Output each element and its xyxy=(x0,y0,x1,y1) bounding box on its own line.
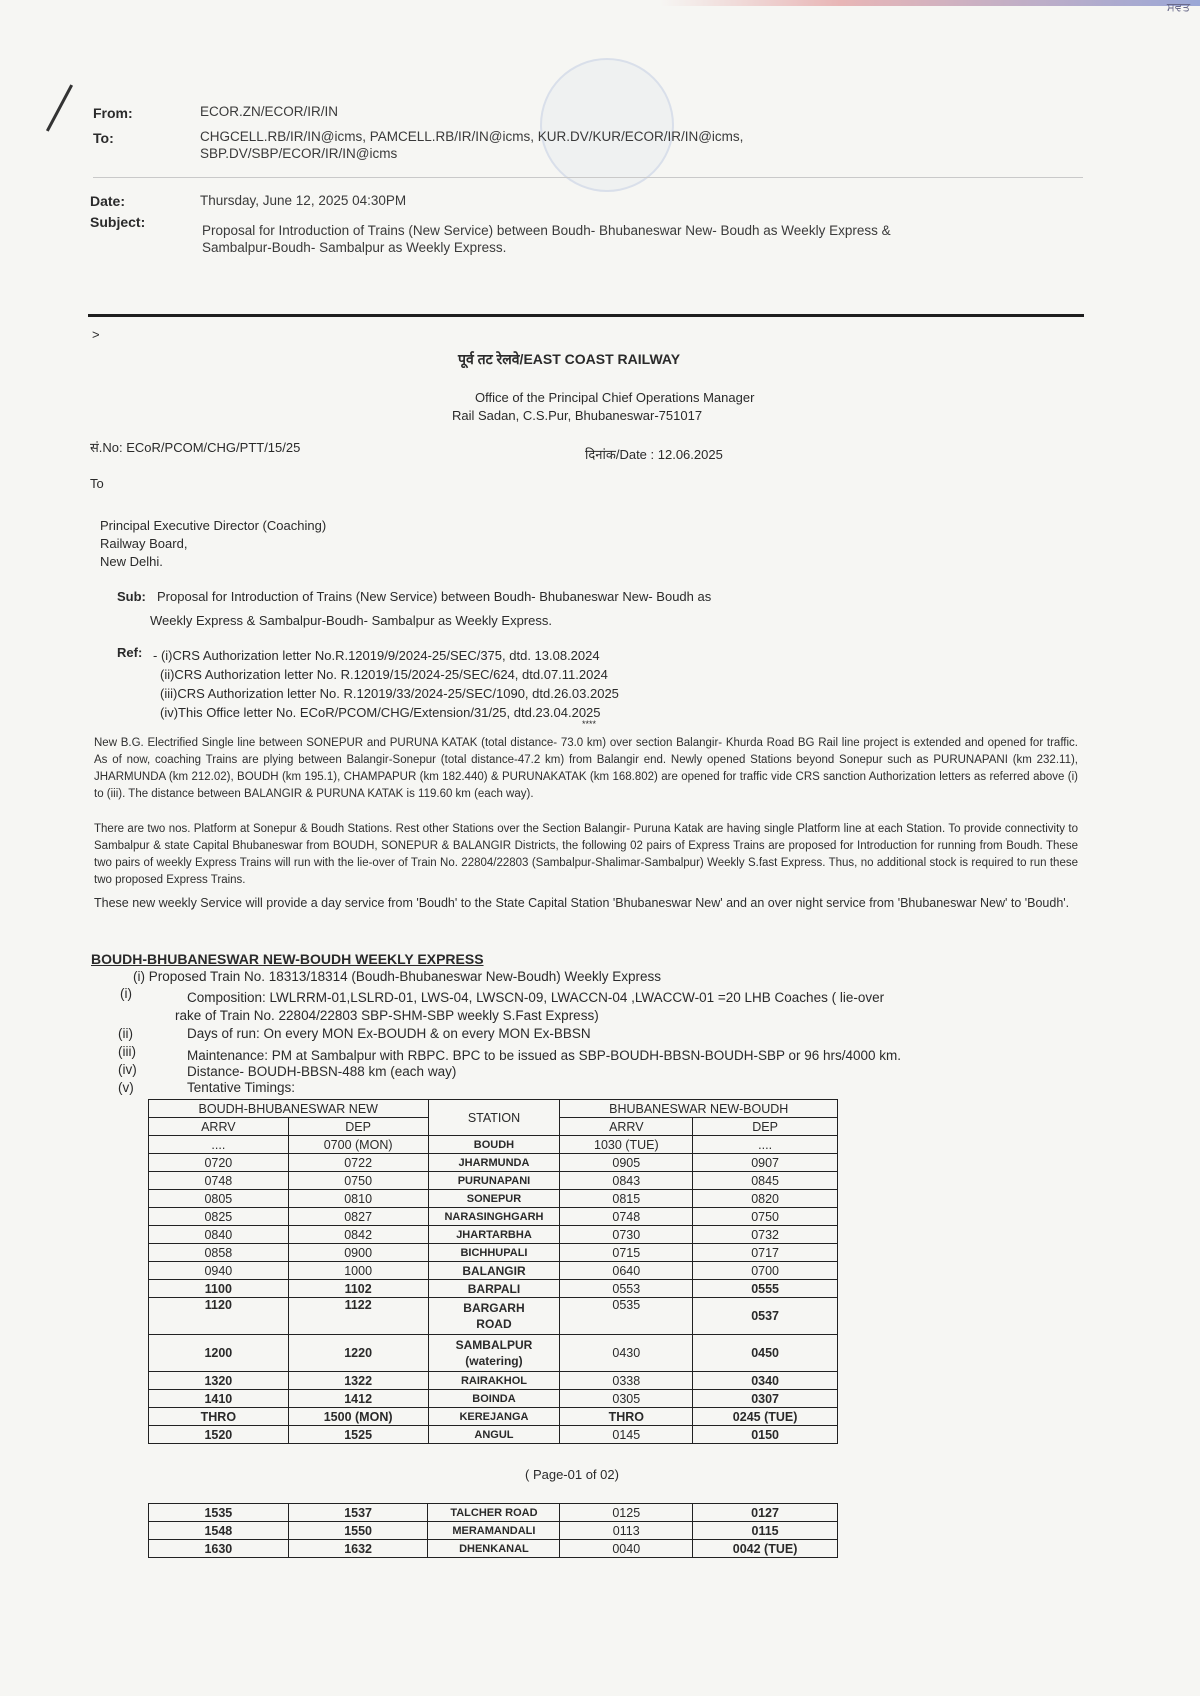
arrv-header: ARRV xyxy=(560,1118,693,1136)
cell-dep: 0150 xyxy=(693,1426,838,1444)
item-number: (i) xyxy=(120,986,132,1001)
file-number: सं.No: ECoR/PCOM/CHG/PTT/15/25 xyxy=(90,440,301,455)
table-row xyxy=(149,1390,838,1408)
station-name-line2: (watering) xyxy=(465,1354,523,1368)
header-divider xyxy=(93,177,1083,178)
cell-arrv: 0815 xyxy=(560,1190,693,1208)
cell-dep: 0700 (MON) xyxy=(288,1136,428,1154)
watermark-stamp xyxy=(540,58,674,192)
table-row xyxy=(149,1504,838,1522)
table-row xyxy=(149,1262,838,1280)
arrv-header: ARRV xyxy=(149,1118,289,1136)
cell-dep: 0555 xyxy=(693,1280,838,1298)
cell-arrv: 1535 xyxy=(149,1504,289,1522)
item-number: (v) xyxy=(118,1080,134,1095)
table-row xyxy=(149,1136,838,1154)
group-header-left: BOUDH-BHUBANESWAR NEW xyxy=(149,1100,429,1118)
ref-item: - (i)CRS Authorization letter No.R.12019/9/2024-25/SEC/375, dtd. 13.08.2024 xyxy=(153,648,600,663)
cell-station: PURUNAPANI xyxy=(428,1172,560,1190)
cell-station: BALANGIR xyxy=(428,1262,560,1280)
cell-station: JHARMUNDA xyxy=(428,1154,560,1172)
table-row xyxy=(149,1190,838,1208)
cell-station: ANGUL xyxy=(428,1426,560,1444)
to-label: To: xyxy=(93,130,114,146)
cell-dep: 0700 xyxy=(693,1262,838,1280)
cell-arrv: 0125 xyxy=(560,1504,693,1522)
cell-arrv: 1520 xyxy=(149,1426,289,1444)
item-text: Distance- BOUDH-BBSN-488 km (each way) xyxy=(187,1064,457,1079)
cell-dep: 0722 xyxy=(288,1154,428,1172)
subject-line2: Sambalpur-Boudh- Sambalpur as Weekly Express. xyxy=(202,240,507,255)
table-row xyxy=(149,1244,838,1262)
cell-dep: 0340 xyxy=(693,1372,838,1390)
cell-arrv: 1200 xyxy=(149,1335,289,1372)
cell-dep: 1537 xyxy=(288,1504,428,1522)
from-value: ECOR.ZN/ECOR/IR/IN xyxy=(200,104,339,119)
item-number: (iv) xyxy=(118,1062,137,1077)
cell-dep: 0115 xyxy=(693,1522,838,1540)
cell-arrv: THRO xyxy=(560,1408,693,1426)
addressee-line1: Principal Executive Director (Coaching) xyxy=(100,518,327,533)
cell-arrv: 0748 xyxy=(560,1208,693,1226)
cell-dep: 0537 xyxy=(693,1298,838,1335)
cell-dep: 0307 xyxy=(693,1390,838,1408)
subject-line1: Proposal for Introduction of Trains (New Service) between Boudh- Bhubaneswar New- Boudh as Weekly Express & xyxy=(202,223,891,238)
cell-arrv: 0905 xyxy=(560,1154,693,1172)
cell-dep: .... xyxy=(693,1136,838,1154)
cell-arrv: 0430 xyxy=(560,1335,693,1372)
cell-station: BOINDA xyxy=(428,1390,560,1408)
cell-dep: 0900 xyxy=(288,1244,428,1262)
cell-dep: 0450 xyxy=(693,1335,838,1372)
item-text: Maintenance: PM at Sambalpur with RBPC. BPC to be issued as SBP-BOUDH-BBSN-BOUDH-SBP or 96 hrs/4000 km. xyxy=(187,1048,902,1063)
table-row xyxy=(149,1522,838,1540)
cell-station: DHENKANAL xyxy=(428,1540,560,1558)
addressee-line3: New Delhi. xyxy=(100,554,163,569)
cell-dep: 0245 (TUE) xyxy=(693,1408,838,1426)
group-header-right: BHUBANESWAR NEW-BOUDH xyxy=(560,1100,838,1118)
timetable-continued xyxy=(148,1503,838,1558)
cell-arrv: 0843 xyxy=(560,1172,693,1190)
table-row xyxy=(149,1298,838,1335)
cell-dep: 0717 xyxy=(693,1244,838,1262)
cell-arrv: 0305 xyxy=(560,1390,693,1408)
cell-arrv: 0940 xyxy=(149,1262,289,1280)
date-label: Date: xyxy=(90,193,126,209)
station-name-line2: ROAD xyxy=(476,1317,512,1331)
page-number: ( Page-01 of 02) xyxy=(525,1467,619,1482)
cell-arrv: 0535 xyxy=(560,1298,693,1335)
cell-dep: 0750 xyxy=(693,1208,838,1226)
letter-date: दिनांक/Date : 12.06.2025 xyxy=(585,447,723,462)
item-text: Tentative Timings: xyxy=(187,1080,296,1095)
table-row xyxy=(149,1335,838,1372)
cell-dep: 0827 xyxy=(288,1208,428,1226)
header-thick-rule xyxy=(88,314,1084,317)
ref-item: (ii)CRS Authorization letter No. R.12019/15/2024-25/SEC/624, dtd.07.11.2024 xyxy=(160,667,608,682)
forward-marker: > xyxy=(92,327,100,342)
sub-line1: Proposal for Introduction of Trains (New Service) between Boudh- Bhubaneswar New- Boudh as xyxy=(157,589,712,604)
item-number: (ii) xyxy=(118,1026,133,1041)
org-title: पूर्व तट रेलवे/EAST COAST RAILWAY xyxy=(458,351,681,367)
proposed-train: (i) Proposed Train No. 18313/18314 (Boudh-Bhubaneswar New-Boudh) Weekly Express xyxy=(133,969,662,984)
corner-fragment-text: ਸਵਤ xyxy=(1166,0,1190,14)
cell-station: RAIRAKHOL xyxy=(428,1372,560,1390)
table-row xyxy=(149,1208,838,1226)
cell-station: TALCHER ROAD xyxy=(428,1504,560,1522)
cell-dep: 1122 xyxy=(288,1298,428,1335)
cell-arrv: 1410 xyxy=(149,1390,289,1408)
cell-arrv: 0840 xyxy=(149,1226,289,1244)
cell-station xyxy=(428,1335,560,1372)
cell-dep: 1412 xyxy=(288,1390,428,1408)
cell-arrv: THRO xyxy=(149,1408,289,1426)
table-row xyxy=(149,1280,838,1298)
office-line1: Office of the Principal Chief Operations Manager xyxy=(475,390,755,405)
item-text: Composition: LWLRRM-01,LSLRD-01, LWS-04, LWSCN-09, LWACCN-04 ,LWACCW-01 =20 LHB Coaches ( lie-over xyxy=(187,990,885,1005)
table-row xyxy=(149,1172,838,1190)
pen-mark xyxy=(46,84,73,131)
cell-arrv: 0553 xyxy=(560,1280,693,1298)
cell-dep: 1322 xyxy=(288,1372,428,1390)
cell-dep: 1500 (MON) xyxy=(288,1408,428,1426)
cell-arrv: 1030 (TUE) xyxy=(560,1136,693,1154)
cell-arrv: 0338 xyxy=(560,1372,693,1390)
cell-dep: 1102 xyxy=(288,1280,428,1298)
cell-dep: 0732 xyxy=(693,1226,838,1244)
cell-arrv: 0858 xyxy=(149,1244,289,1262)
cell-station: BICHHUPALI xyxy=(428,1244,560,1262)
ref-item: (iii)CRS Authorization letter No. R.12019/33/2024-25/SEC/1090, dtd.26.03.2025 xyxy=(160,686,619,701)
cell-arrv: .... xyxy=(149,1136,289,1154)
top-edge-stripe xyxy=(0,0,1200,6)
addressee-line2: Railway Board, xyxy=(100,536,188,551)
cell-dep: 0820 xyxy=(693,1190,838,1208)
date-value: Thursday, June 12, 2025 04:30PM xyxy=(200,193,407,208)
section-title: BOUDH-BHUBANESWAR NEW-BOUDH WEEKLY EXPRESS xyxy=(91,951,484,967)
cell-station: SONEPUR xyxy=(428,1190,560,1208)
cell-dep: 0810 xyxy=(288,1190,428,1208)
cell-dep: 0842 xyxy=(288,1226,428,1244)
cell-arrv: 1100 xyxy=(149,1280,289,1298)
cell-arrv: 1548 xyxy=(149,1522,289,1540)
paragraph-1: New B.G. Electrified Single line between SONEPUR and PURUNA KATAK (total distance- 73.0 km) over section Balangir- Khurda Road BG Rail line project is extended and opened for traffic. As of now, coaching Trains are plying between Balangir-Sonepur (total distance-47.2 km) from Balangir end. Newly opened Stations beyond Sonepur such as PURUNAPANI (km 232.11), JHARMUNDA (km 212.02), BOUDH (km 195.1), CHAMPAPUR (km 182.440) & PURUNAKATAK (km 168.802) are opened for traffic vide CRS sanction Authorization letters as referred above (i) to (iii). The distance between BALANGIR & PURUNA KATAK is 119.60 km (each way). xyxy=(94,737,1078,800)
cell-arrv: 1120 xyxy=(149,1298,289,1335)
table-row xyxy=(149,1426,838,1444)
to-value-line1: CHGCELL.RB/IR/IN@icms, PAMCELL.RB/IR/IN@icms, KUR.DV/KUR/ECOR/IR/IN@icms, xyxy=(200,129,744,144)
timetable xyxy=(148,1099,838,1444)
cell-station: BARPALI xyxy=(428,1280,560,1298)
cell-arrv: 0640 xyxy=(560,1262,693,1280)
cell-arrv: 0720 xyxy=(149,1154,289,1172)
cell-station: BOUDH xyxy=(428,1136,560,1154)
subject-label: Subject: xyxy=(90,214,146,230)
sub-label: Sub: xyxy=(117,589,146,604)
item-text: rake of Train No. 22804/22803 SBP-SHM-SBP weekly S.Fast Express) xyxy=(175,1008,599,1023)
dep-header: DEP xyxy=(288,1118,428,1136)
cell-dep: 0845 xyxy=(693,1172,838,1190)
sub-line2: Weekly Express & Sambalpur-Boudh- Sambalpur as Weekly Express. xyxy=(150,613,552,628)
cell-dep: 0042 (TUE) xyxy=(693,1540,838,1558)
cell-arrv: 0805 xyxy=(149,1190,289,1208)
cell-dep: 0127 xyxy=(693,1504,838,1522)
cell-station: JHARTARBHA xyxy=(428,1226,560,1244)
from-label: From: xyxy=(93,105,133,121)
station-name: SAMBALPUR xyxy=(455,1338,533,1352)
cell-arrv: 0748 xyxy=(149,1172,289,1190)
ref-label: Ref: xyxy=(117,645,143,660)
cell-arrv: 0040 xyxy=(560,1540,693,1558)
cell-station: KEREJANGA xyxy=(428,1408,560,1426)
cell-arrv: 0113 xyxy=(560,1522,693,1540)
station-name: BARGARH xyxy=(463,1301,525,1315)
table-row xyxy=(149,1540,838,1558)
paragraph-2: There are two nos. Platform at Sonepur & Boudh Stations. Rest other Stations over the Section Balangir- Puruna Katak are having single Platform line at each Station. To provide connectivity to Sambalpur & state Capital Bhubaneswar from BOUDH, SONEPUR & BALANGIR Districts, the following 02 pairs of Express Trains are proposed for Introduction for running from Boudh. These two pairs of weekly Express Trains will run with the lie-over of Train No. 22804/22803 (Sambalpur-Shalimar-Sambalpur) Weekly S.fast Express. Thus, no additional stock is required to run these two proposed Express Trains. xyxy=(94,823,1078,886)
cell-arrv: 0715 xyxy=(560,1244,693,1262)
cell-dep: 1220 xyxy=(288,1335,428,1372)
cell-dep: 1550 xyxy=(288,1522,428,1540)
table-row xyxy=(149,1226,838,1244)
item-text: Days of run: On every MON Ex-BOUDH & on every MON Ex-BBSN xyxy=(187,1026,591,1041)
cell-dep: 1000 xyxy=(288,1262,428,1280)
cell-arrv: 0730 xyxy=(560,1226,693,1244)
cell-dep: 1525 xyxy=(288,1426,428,1444)
cell-station: NARASINGHGARH xyxy=(428,1208,560,1226)
item-number: (iii) xyxy=(118,1044,136,1059)
table-row xyxy=(149,1372,838,1390)
cell-arrv: 0825 xyxy=(149,1208,289,1226)
cell-dep: 0907 xyxy=(693,1154,838,1172)
cell-dep: 1632 xyxy=(288,1540,428,1558)
stars-separator: **** xyxy=(582,719,597,729)
cell-arrv: 1630 xyxy=(149,1540,289,1558)
station-header: STATION xyxy=(428,1100,560,1136)
to-value-line2: SBP.DV/SBP/ECOR/IR/IN@icms xyxy=(200,146,398,161)
cell-dep: 0750 xyxy=(288,1172,428,1190)
cell-station: MERAMANDALI xyxy=(428,1522,560,1540)
paragraph-3: These new weekly Service will provide a day service from 'Boudh' to the State Capital Station 'Bhubaneswar New' and an over night service from 'Bhubaneswar New' to 'Boudh'. xyxy=(94,896,1070,910)
table-row xyxy=(149,1408,838,1426)
table-row xyxy=(149,1154,838,1172)
cell-arrv: 1320 xyxy=(149,1372,289,1390)
to-salutation: To xyxy=(90,476,104,491)
cell-arrv: 0145 xyxy=(560,1426,693,1444)
cell-station xyxy=(428,1298,560,1335)
ref-item: (iv)This Office letter No. ECoR/PCOM/CHG/Extension/31/25, dtd.23.04.2025 xyxy=(160,705,601,720)
office-line2: Rail Sadan, C.S.Pur, Bhubaneswar-751017 xyxy=(452,408,703,423)
dep-header: DEP xyxy=(693,1118,838,1136)
